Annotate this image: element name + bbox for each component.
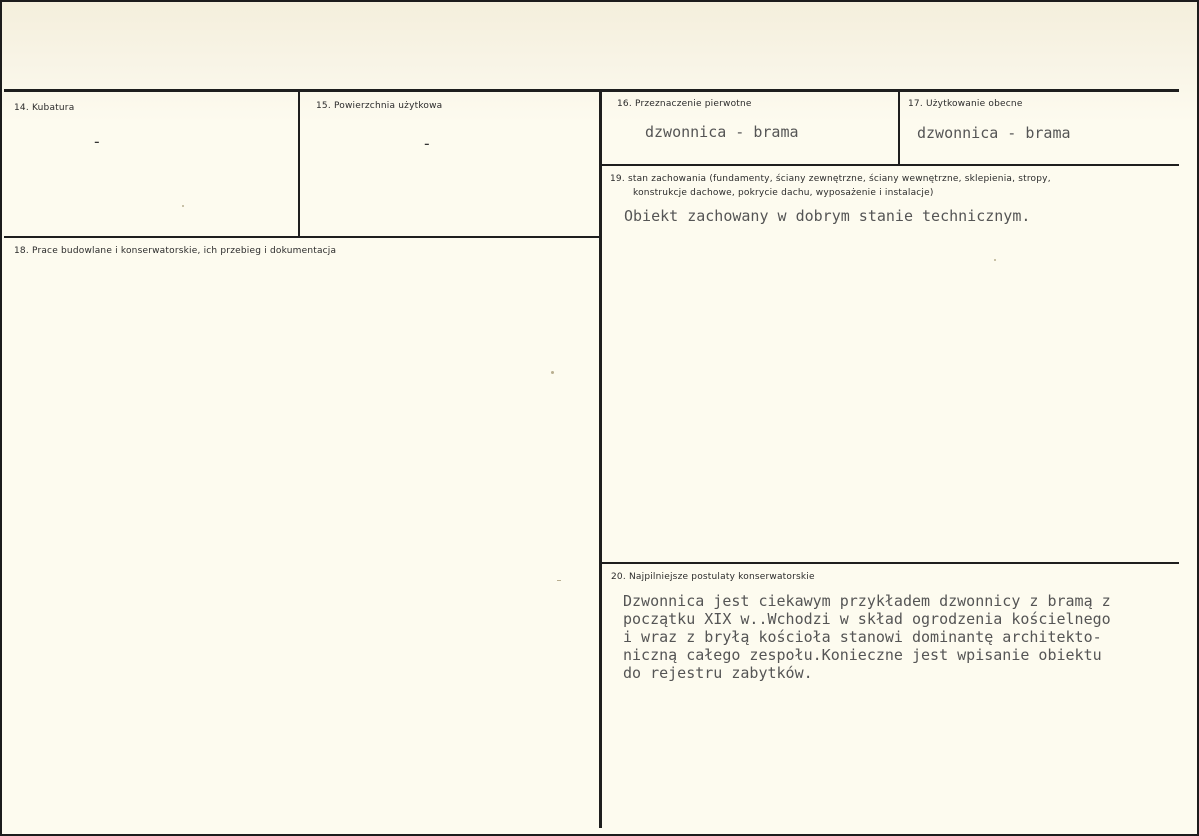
paper-speck <box>182 205 184 207</box>
main-vertical-divider <box>599 92 602 828</box>
powierzchnia-value: - <box>422 134 432 153</box>
przeznaczenie-label: 16. Przeznaczenie pierwotne <box>617 99 752 109</box>
uzytkowanie-label: 17. Użytkowanie obecne <box>908 99 1023 109</box>
uzytkowanie-value: dzwonnica - brama <box>917 124 1071 142</box>
rule-under-16-17 <box>602 164 1179 166</box>
prace-label: 18. Prace budowlane i konserwatorskie, ich przebieg i dokumentacja <box>14 246 337 256</box>
divider-16-17 <box>898 92 900 164</box>
top-rule <box>4 89 1179 92</box>
kubatura-value: - <box>92 132 102 151</box>
stan-value: Obiekt zachowany w dobrym stanie technicznym. <box>624 207 1031 225</box>
postulaty-label: 20. Najpilniejsze postulaty konserwatorskie <box>611 572 815 582</box>
rule-under-14-15 <box>4 236 599 238</box>
stan-label-line2: konstrukcje dachowe, pokrycie dachu, wyposażenie i instalacje) <box>633 188 934 198</box>
powierzchnia-label: 15. Powierzchnia użytkowa <box>316 101 443 111</box>
przeznaczenie-value: dzwonnica - brama <box>645 123 799 141</box>
paper-speck <box>994 259 996 261</box>
postulaty-value: Dzwonnica jest ciekawym przykładem dzwonnicy z bramą z początku XIX w..Wchodzi w skład ogrodzenia kościelnego i wraz z bryłą kościoła stanowi dominantę architekto- niczną całego zespołu.Konieczne jest wpisanie obiektu do rejestru zabytków. <box>623 592 1111 682</box>
divider-14-15 <box>298 92 300 238</box>
rule-under-19 <box>602 562 1179 564</box>
paper-speck <box>551 371 554 374</box>
kubatura-label: 14. Kubatura <box>14 103 75 113</box>
paper-speck <box>557 580 561 581</box>
stan-label-line1: 19. stan zachowania (fundamenty, ściany zewnętrzne, ściany wewnętrzne, sklepienia, stropy, <box>610 174 1051 184</box>
